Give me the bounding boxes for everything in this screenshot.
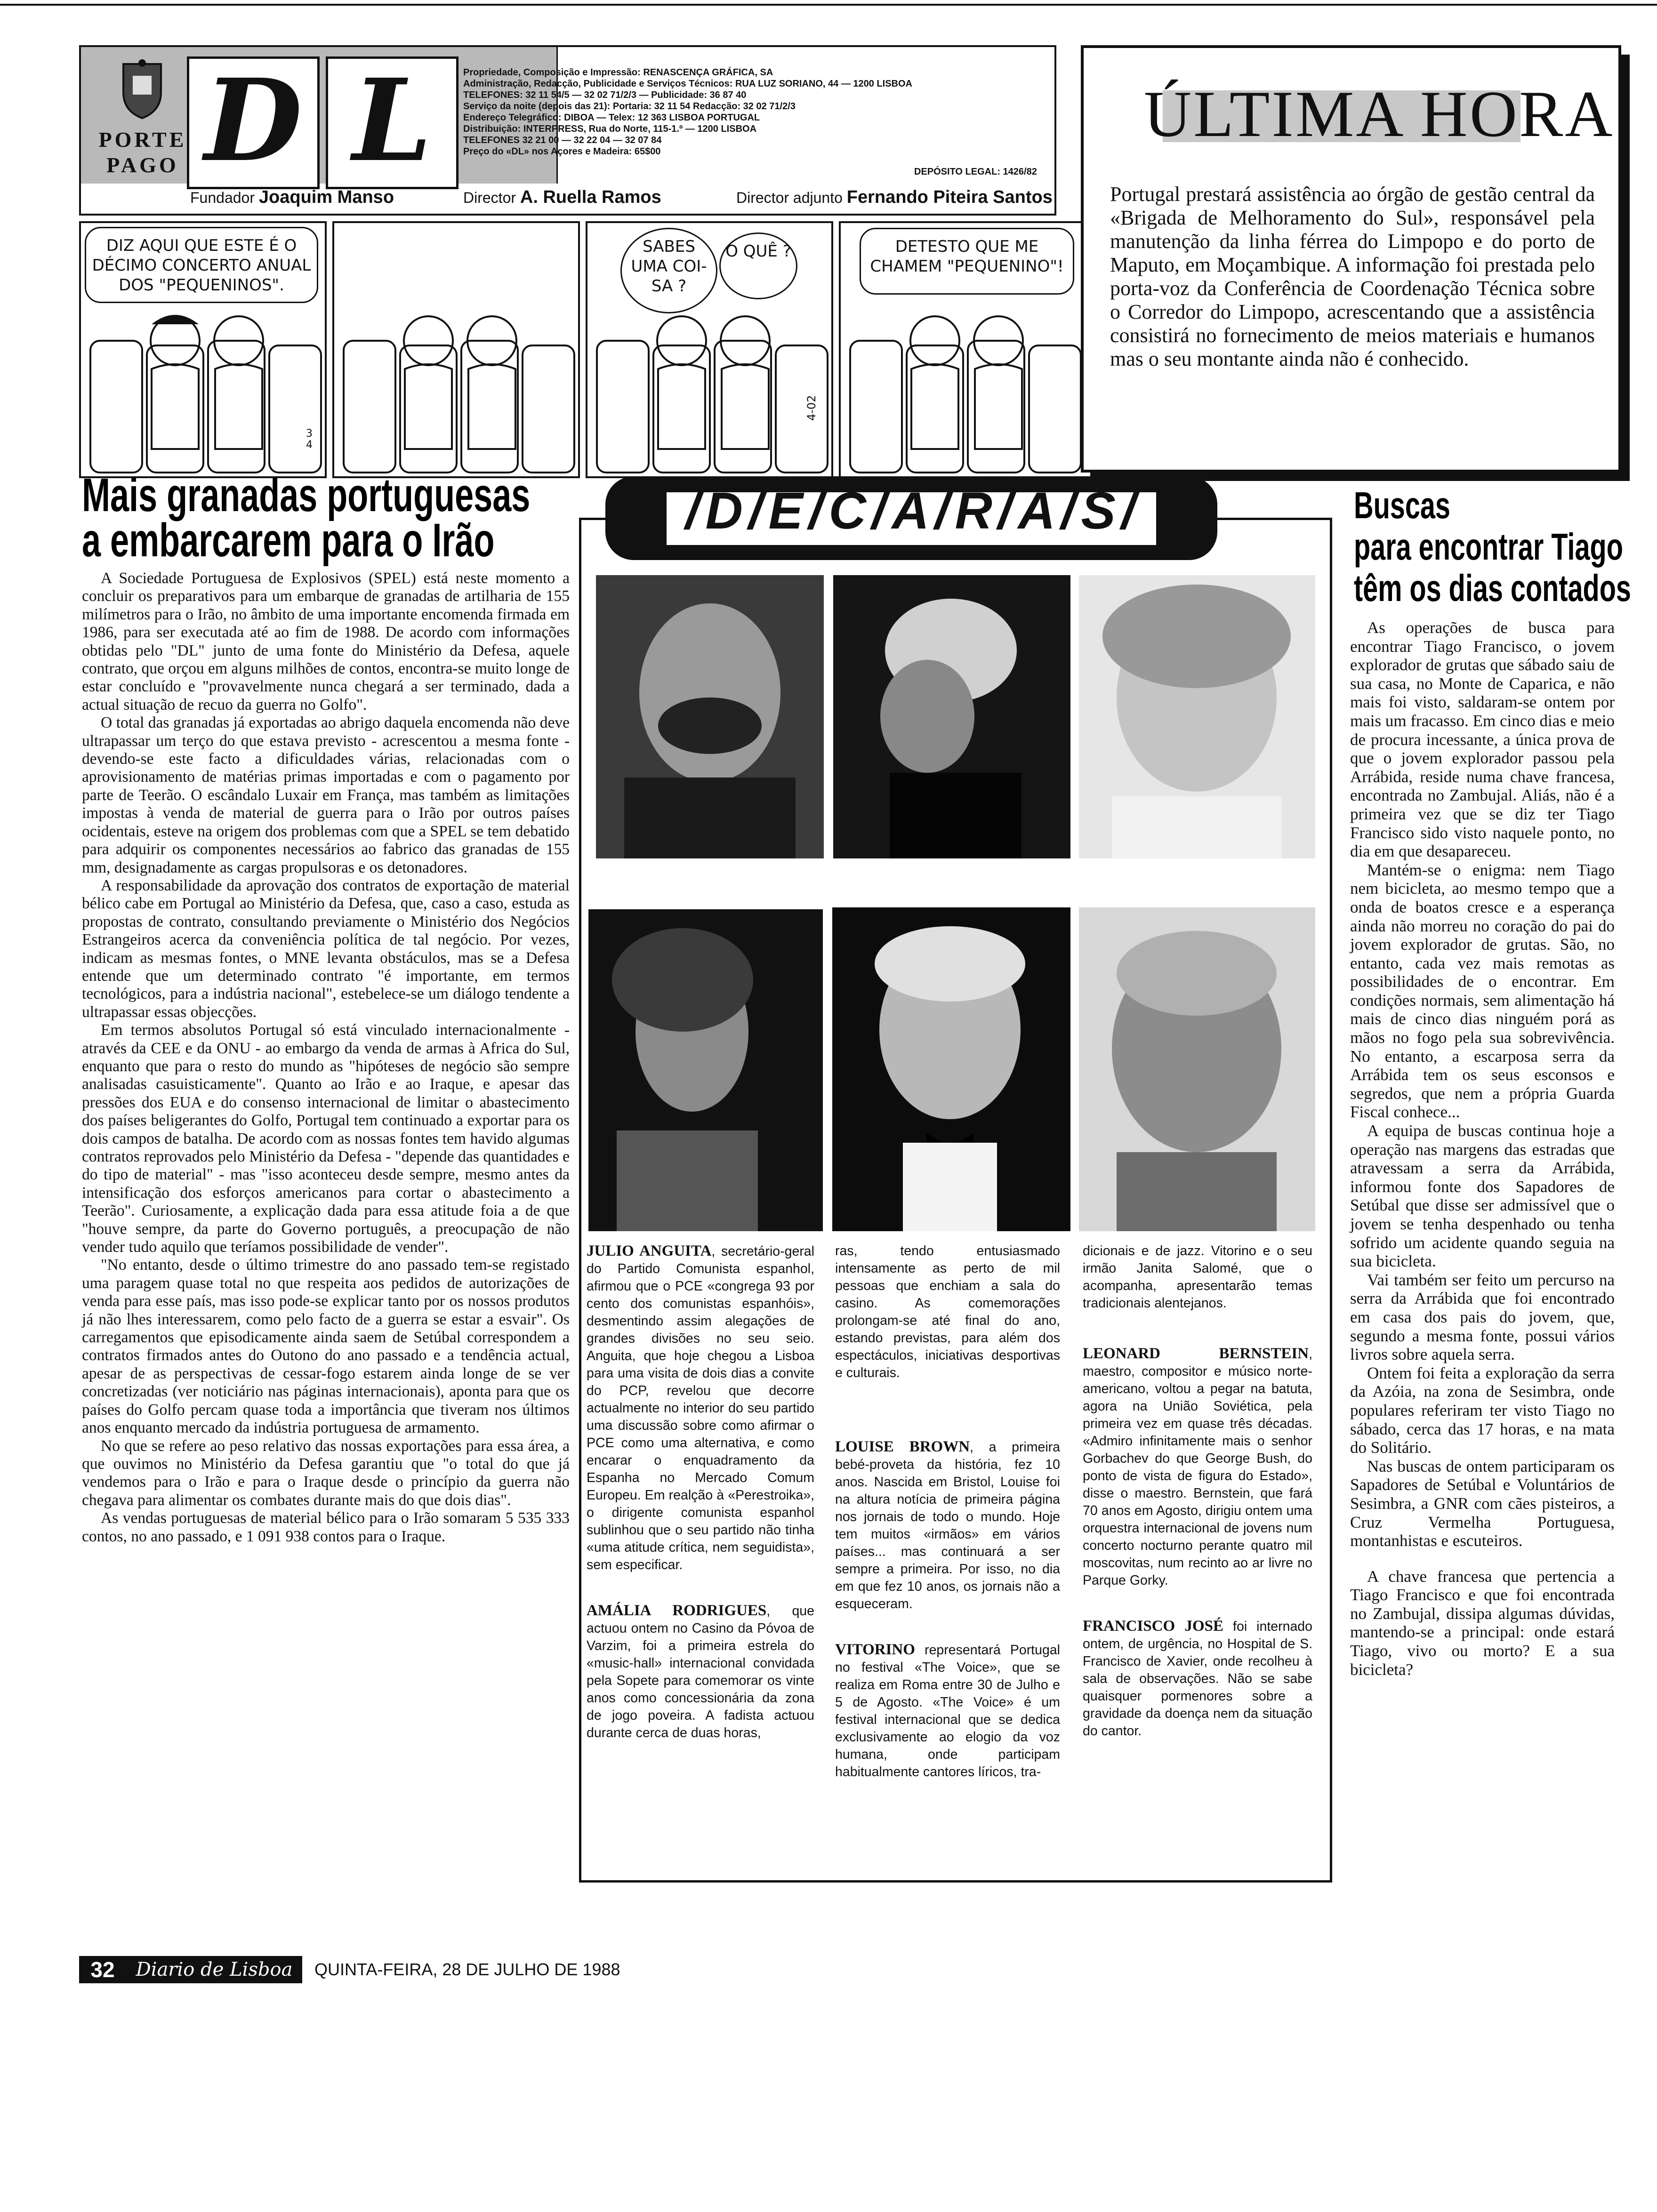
photo-amalia-rodrigues <box>833 575 1070 858</box>
item-text: , a primeira bebé-proveta da história, fez 10 anos. Nascida em Bristol, Louise foi na altura notícia de primeira página nos jornais de todo o mundo. Hoje tem muitos «irmãos» em vários países... mas continuará a ser sempre a primeira. Por isso, no dia em que fez 10 anos, os jornais não a esqueceram. <box>835 1440 1061 1611</box>
logo-d-text: D <box>204 54 303 187</box>
logo-l-text: L <box>352 54 432 187</box>
comic-panel-3 <box>586 221 833 478</box>
item-name: VITORINO <box>835 1641 915 1658</box>
item-amalia-continued <box>835 1242 1060 1382</box>
paragraph: A responsabilidade da aprovação dos contratos de exportação de material bélico cabe em Portugal ao Ministério da Defesa, que, caso a caso, estuda as propostas de contrato, consultando previamente o Ministério dos Negócios Estrangeiros acerca da conveniência política de tal negócio. Por vezes, indicam as mesmas fontes, o MNE levanta obstáculos, mas se a Defesa entende que um determinado contrato "é importante, em termos tecnológicos, para a indústria nacional", estebelece-se um diálogo tendente a ultrapassar essas objecções. <box>82 876 570 1021</box>
banner-text: /D/E/C/A/R/A/S/ <box>685 482 1142 540</box>
imprint-line: TELEFONES 32 21 00 — 32 22 04 — 32 07 84 <box>463 135 662 145</box>
item-text: , secretário-geral do Partido Comunista espanhol, afirmou que o PCE «congrega 93 por cento dos comunistas espanhóis», desmentindo assim alegações de grandes divisões no seu seio. Anguita, que hoje chegou a Lisboa para uma visita de dois dias a convite do PCP, revelou que decorre actualmente no interior do seu partido uma discussão sobre como afirmar o PCE como uma alternativa, e como encarar o enquadramento da Espanha no Mercado Comum Europeu. Em realção à «Perestroika», o dirigente comunista espanhol sublinhou que o seu partido não tinha «uma atitude crítica, nem seguidista», sem especificar. <box>587 1244 814 1572</box>
deposito-legal: DEPÓSITO LEGAL: 1426/82 <box>914 167 1037 177</box>
comic-characters-icon <box>841 223 1091 476</box>
item-text: , que actuou ontem no Casino da Póvoa de Varzim, foi a primeira estrela do «music-hall» internacional convidada pela Sopete para comemorar os vinte anos como concessionária da zona de jogo poveira. A fadista actuou durante cerca de duas horas, <box>587 1603 814 1740</box>
paragraph: As operações de busca para encontrar Tiago Francisco, o jovem explorador de grutas que sábado saiu de sua casa, no Monte de Caparica, e não mais foi visto, saldaram-se ontem por mais um fracasso. Em cinco dias e meio de procura incessante, a única prova de que o jovem explorador passou pela Arrábida, reside numa chave francesa, encontrada no Zambujal. Aliás, não é a primeira vez que se diz ter Tiago Francisco sido visto naquele ponto, no dia em que desapareceu. <box>1350 618 1615 861</box>
imprint-line: Distribuição: INTERPRESS, Rua do Norte, 115-1.º — 1200 LISBOA <box>463 124 757 134</box>
imprint-line: Serviço da noite (depois das 21): Portaria: 32 11 54 Redacção: 32 02 71/2/3 <box>463 101 796 112</box>
fundador-label: Fundador <box>190 189 255 206</box>
paragraph: Vai também ser feito um percurso na serra da Arrábida que foi encontrado em casa dos pais do jovem, que, segundo a mesma fonte, possui vários livros sobre aquela serra. <box>1350 1270 1615 1364</box>
portrait-icon <box>588 909 823 1231</box>
photo-louise-brown <box>1079 575 1315 858</box>
staff-line <box>81 183 1054 211</box>
de-caras-col-3 <box>1083 1242 1312 1740</box>
photo-leonard-bernstein <box>832 907 1070 1231</box>
comic-date-mark: 4-02 <box>805 395 818 421</box>
portrait-icon <box>596 575 824 858</box>
top-rule <box>0 4 1657 6</box>
director-name: A. Ruella Ramos <box>520 187 661 207</box>
item-name: LEONARD BERNSTEIN <box>1083 1345 1309 1362</box>
comic-panel-4 <box>839 221 1093 478</box>
coat-of-arms-icon <box>114 59 170 120</box>
item-text: representará Portugal no festival «The Voice», que se realiza em Roma entre 30 de Julho e 5 de Agosto. «The Voice» é um festival internacional que se dedica exclusivamente ao elogio da voz humana, onde participam habitualmente cantores líricos, tra- <box>835 1643 1060 1779</box>
panel-number: 3 4 <box>306 428 313 451</box>
ultima-hora-box <box>1081 45 1621 473</box>
article-body <box>82 569 570 1546</box>
item-julio-anguita <box>587 1242 814 1574</box>
item-leonard-bernstein <box>1083 1345 1312 1589</box>
paragraph: Ontem foi feita a exploração da serra da Azóia, na zona de Sesimbra, onde populares referiram ter visto Tiago no sábado, cerca das 17 horas, e na mata do Solitário. <box>1350 1363 1615 1457</box>
item-text: ras, tendo entusiasmado intensamente as perto de mil pessoas que enchiam a sala do casino. As comemorações prolongam-se até final do ano, estando previstas, para além dos espectáculos, iniciativas desportivas e culturais. <box>835 1243 1060 1380</box>
speech-bubble: SABES UMA COI- SA ? <box>620 228 717 313</box>
headline-line: para encontrar Tiago <box>1354 526 1623 568</box>
speech-bubble: DETESTO QUE ME CHAMEM "PEQUENINO"! <box>860 228 1074 295</box>
portrait-icon <box>832 907 1070 1231</box>
article-headline <box>82 469 531 567</box>
ultima-hora-body: Portugal prestará assistência ao órgão de gestão central da «Brigada de Melhoramento do Sul», responsável pela manutenção da linha férrea do Limpopo e do porto de Maputo, em Moçambique. A informação foi prestada pelo porta-voz da Conferência de Coordenação Técnica sobre o Corredor do Limpopo, acrescentando que a assistência consistirá no fornecimento de meios materiais e humanos mas o seu montante ainda não é conhecido. <box>1110 183 1595 370</box>
paragraph: A equipa de buscas continua hoje a operação nas margens das estradas que atravessam a serra da Arrábida, informou fonte dos Sapadores de Setúbal que disse ser admissível que o jovem se tenha despenhado ou tenha sofrido um acidente quando seguia na sua bicicleta. <box>1350 1122 1615 1271</box>
issue-date: QUINTA-FEIRA, 28 DE JULHO DE 1988 <box>314 1960 620 1979</box>
item-name: JULIO ANGUITA <box>587 1242 712 1259</box>
item-francisco-jose <box>1083 1618 1312 1740</box>
adjunto-label: Director adjunto <box>736 189 843 206</box>
item-vitorino-continued <box>1083 1242 1312 1312</box>
imprint-line: Propriedade, Composição e Impressão: RENASCENÇA GRÁFICA, SA <box>463 67 773 78</box>
right-headline <box>1354 485 1631 609</box>
photo-vitorino <box>588 909 823 1231</box>
item-text: dicionais e de jazz. Vitorino e o seu irmão Janita Salomé, que o acompanha, apresentarão temas tradicionais alentejanos. <box>1083 1243 1312 1311</box>
comic-panel-1 <box>79 221 327 478</box>
paragraph: Nas buscas de ontem participaram os Sapadores de Setúbal e Voluntários de Sesimbra, a GNR com cães pisteiros, a Cruz Vermelha Portuguesa, montanhistas e escuteiros. <box>1350 1457 1615 1550</box>
item-louise-brown <box>835 1438 1060 1613</box>
paragraph: No que se refere ao peso relativo das nossas exportações para essa área, a que ouvimos no Ministério da Defesa garantiu que "o total do que já vendemos para o Irão e para o Iraque desde o princípio da guerra não chegava para alimentar os combates durante mais do que dois dias". <box>82 1437 570 1509</box>
headline-line: Mais granadas portuguesas <box>82 469 531 521</box>
imprint-line: Preço do «DL» nos Açores e Madeira: 65$00 <box>463 146 661 157</box>
speech-bubble: O QUÊ ? <box>719 232 797 299</box>
imprint-line: TELEFONES: 32 11 54/5 — 32 02 71/2/3 — Publicidade: 36 87 40 <box>463 90 747 100</box>
item-vitorino <box>835 1641 1060 1781</box>
ultima-hora-title <box>1144 67 1615 161</box>
comic-characters-icon <box>587 223 831 476</box>
logo-letter-l <box>326 56 458 189</box>
photo-francisco-jose <box>1079 907 1315 1231</box>
porte-pago <box>98 127 187 178</box>
de-caras-col-1 <box>587 1242 814 1742</box>
paragraph: As vendas portuguesas de material bélico para o Irão somaram 5 535 333 contos, no ano passado, e 1 091 938 contos para o Iraque. <box>82 1509 570 1545</box>
comic-characters-icon <box>334 223 578 476</box>
item-name: LOUISE BROWN <box>835 1438 970 1455</box>
paragraph: "No entanto, desde o último trimestre do ano passado tem-se registado uma paragem quase total no que respeita aos pedidos de autorizações de venda para esse país, mas isso pode-se explicar tanto por os nossos produtos já não lhes interessarem, como pelo facto de a guerra se estar a esvair". Os carregamentos que episodicamente ainda saem de Setúbal correspondem a contratos firmados antes do Outono do ano passado e a tendência actual, apesar de as perspectivas de cessar-fogo estarem ainda longe de se ver concretizadas (ver noticiário nas páginas internacionais), aponta para que os países do Golfo percam quase toda a importância que tiveram nos últimos anos enquanto mercado da indústria portuguesa de armamento. <box>82 1256 570 1437</box>
comic-panel-2 <box>332 221 580 478</box>
portrait-icon <box>1079 907 1315 1231</box>
portrait-icon <box>833 575 1070 858</box>
comic-strip <box>79 221 1091 474</box>
paper-name: Diario de Lisboa <box>126 1956 302 1983</box>
paragraph: A chave francesa que pertencia a Tiago Francisco e que foi encontrada no Zambujal, dissipa algumas dúvidas, mantendo-se a principal: onde estará Tiago, vivo ou morto? E a sua bicicleta? <box>1350 1567 1615 1679</box>
item-name: FRANCISCO JOSÉ <box>1083 1618 1224 1635</box>
imprint-line: Administração, Redacção, Publicidade e Serviços Técnicos: RUA LUZ SORIANO, 44 — 1200 LISBOA <box>463 79 912 89</box>
de-caras-banner <box>605 476 1217 560</box>
item-name: AMÁLIA RODRIGUES <box>587 1602 767 1619</box>
item-amalia-rodrigues <box>587 1602 814 1742</box>
speech-bubble: DIZ AQUI QUE ESTE É O DÉCIMO CONCERTO ANUAL DOS "PEQUENINOS". <box>85 227 318 303</box>
portrait-icon <box>1079 575 1315 858</box>
adjunto-name: Fernando Piteira Santos <box>846 187 1053 207</box>
de-caras-col-2 <box>835 1242 1060 1781</box>
ultima-hora-title-text: ÚLTIMA HORA <box>1144 78 1615 151</box>
pago-label: PAGO <box>106 153 179 177</box>
imprint-block <box>463 67 1042 157</box>
right-article-body <box>1350 618 1615 1679</box>
comic-characters-icon <box>81 223 325 476</box>
item-text: foi internado ontem, de urgência, no Hospital de S. Francisco de Xavier, onde recolheu à sala de observações. Não se sabe quaisquer pormenores sobre a gravidade da doença nem da situação do cantor. <box>1083 1619 1312 1739</box>
paragraph: Mantém-se o enigma: nem Tiago nem bicicleta, ao mesmo tempo que a onda de boatos cresce e a esperança ainda não morreu no coração do pai do jovem explorador de grutas. São, no entanto, cada vez mais remotas as possibilidades de o encontrar. Em condições normais, sem alimentação há mais de cinco dias ninguém porá as mãos no fogo pela sua sobrevivência. No entanto, a escarposa serra da Arrábida tem os seus esconsos e segredos, que nem a própria Guarda Fiscal conhece... <box>1350 860 1615 1122</box>
item-text: , maestro, compositor e músico norte-americano, voltou a pegar na batuta, agora na União Soviética, pela primeira vez em quase três décadas. «Admiro infinitamente mais o senhor Gorbachev do que George Bush, do ponto de vista de figura do Estado», disse o maestro. Bernstein, que fará 70 anos em Agosto, dirigiu ontem uma orquestra internacional de jovens num concerto nocturno perante quatro mil moscovitas, num recinto ao ar livre no Parque Gorky. <box>1083 1346 1312 1588</box>
logo-letter-d <box>187 56 320 189</box>
paragraph: A Sociedade Portuguesa de Explosivos (SPEL) está neste momento a concluir os preparativos para um embarque de granadas de artilharia de 155 milímetros para o Irão, no âmbito de uma importante encomenda firmada em 1986, para ser executada até ao fim de 1988. De acordo com informações obtidas pelo "DL" junto de uma fonte do Ministério da Defesa, aquele contrato, que orçou em alguns milhões de contos, encontra-se muito longe de estar concluído e "provavelmente nunca chegará a ser terminado, dada a actual situação de recuo da guerra no Golfo". <box>82 569 570 713</box>
headline-line: Buscas <box>1354 484 1450 526</box>
photo-julio-anguita <box>596 575 824 858</box>
masthead <box>79 45 1056 216</box>
imprint-line: Endereço Telegráfico: DIBOA — Telex: 12 363 LISBOA PORTUGAL <box>463 112 760 123</box>
porte-label: PORTE <box>98 128 187 152</box>
paragraph: O total das granadas já exportadas ao abrigo daquela encomenda não deve ultrapassar um terço do que estava previsto - acrescentou a mesma fonte - devendo-se este facto a dificuldades várias, relacionadas com o aprovisionamento de matérias primas importadas e com o pagamento por parte de Teerão. O escândalo Luxair em França, mas também as limitações impostas à venda de material de guerra para o Irão por outros países ocidentais, esteve na origem dos problemas com que a SPEL se tem debatido para adquirir os componentes necessários ao fabrico das granadas de 155 mm, designadamente as cargas propulsoras e os detonadores. <box>82 714 570 876</box>
fundador-name: Joaquim Manso <box>258 187 394 207</box>
headline-line: têm os dias contados <box>1354 567 1631 609</box>
director-label: Director <box>463 189 516 206</box>
page-number: 32 <box>79 1956 126 1983</box>
headline-line: a embarcarem para o Irão <box>82 514 495 567</box>
paragraph: Em termos absolutos Portugal só está vinculado internacionalmente - através da CEE e da ONU - ao embargo da venda de armas à Africa do Sul, enquanto que para o resto do mundo as "hipóteses de negócio são sempre analisadas casuisticamente". Quanto ao Irão e ao Iraque, e apesar das pressões dos EUA e do consenso internacional de limitar o abastecimento dos países beligerantes do Golfo, Portugal tem continuado a exportar para os dois campos de batalha. De acordo com as nossas fontes tem havido algumas contratos reprovados pelo Ministério da Defesa - "depende das quantidades e do tipo de material" - mas "isso aconteceu desde sempre, mesmo antes da intensificação dos esforços americanos para cortar o abastecimento a Teerão". Curiosamente, a explicação dada para essa atitude foia a de que "houve sempre, da parte do Governo português, a preocupação de não vender tudo aquilo que teríamos possibilidade de vender". <box>82 1021 570 1256</box>
